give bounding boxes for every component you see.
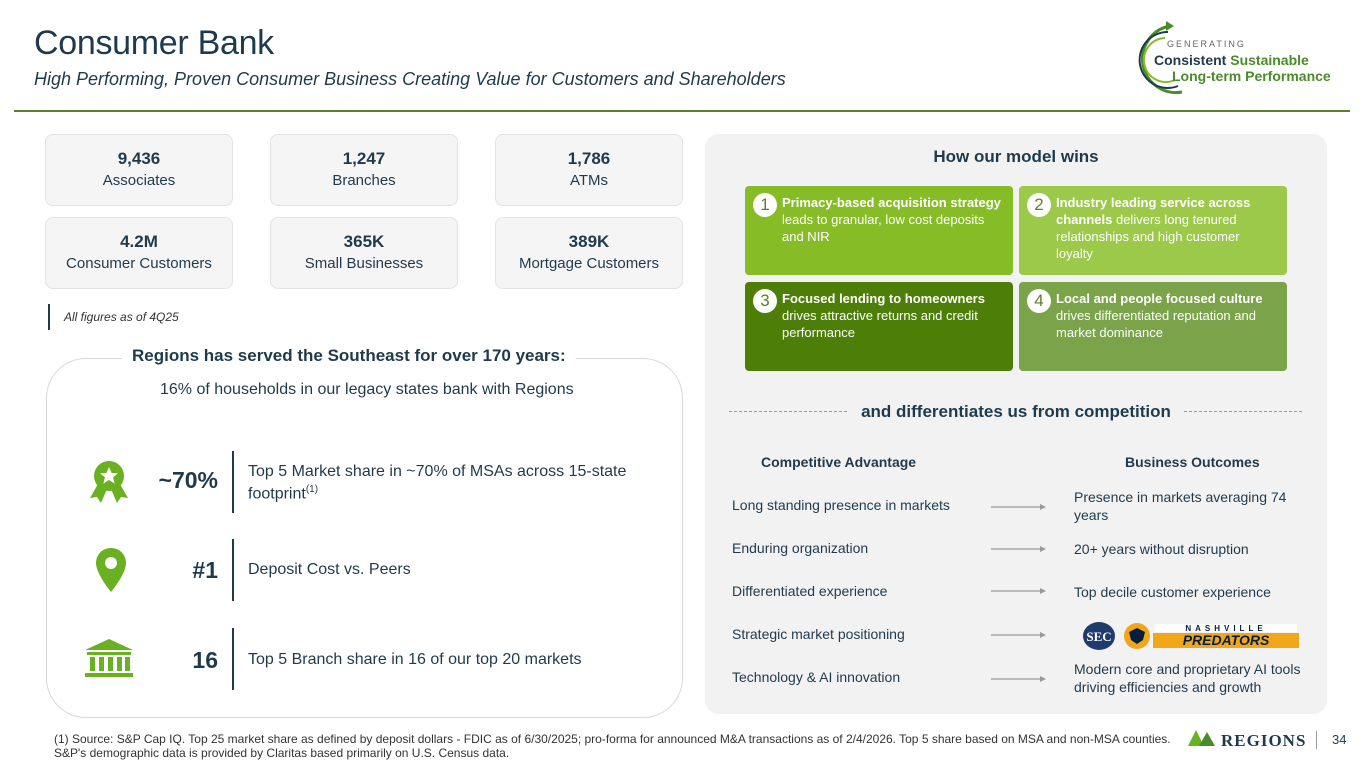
metric-branch-share-text: Top 5 Branch share in 16 of our top 20 markets [248,651,582,668]
arrow-right-icon [991,586,1047,596]
model-title: How our model wins [933,147,1099,166]
arrow-right-icon [991,544,1047,554]
model-card-1: 1 Primacy-based acquisition strategy leads to granular, low cost deposits and NIR [745,186,1013,275]
competitive-advantage-header: Competitive Advantage [761,454,917,470]
southeast-panel-subtitle: 16% of households in our legacy states bank with Regions [160,381,574,398]
metric-divider [232,628,234,690]
logo-small-text: GENERATING [1167,39,1246,49]
logo-line2: Long-term Performance [1172,68,1331,84]
differentiates-title: and differentiates us from competition [861,402,1171,421]
number-badge: 3 [753,289,777,313]
arrow-right-icon [991,630,1047,640]
metric-branch-share-value: 16 [192,647,218,673]
page-title: Consumer Bank [34,24,274,62]
metric-market-share-text: Top 5 Market share in ~70% of MSAs across 15-state footprint$^{(1)}$ [248,463,627,503]
metric-divider [232,539,234,601]
nashville-predators-logo [1123,622,1299,650]
header-divider [14,110,1350,112]
stat-consumer-customers: 4.2M Consumer Customers [45,217,233,289]
regions-wordmark: REGIONS [1221,731,1307,750]
advantage-item: Long standing presence in markets [732,497,950,513]
stat-atms: 1,786 ATMs [495,134,683,206]
stat-branches: 1,247 Branches [270,134,458,206]
metric-deposit-cost-text: Deposit Cost vs. Peers [248,561,411,578]
metric-divider [232,451,234,513]
model-card-3: 3 Focused lending to homeowners drives attractive returns and credit performance [745,282,1013,371]
svg-text:NASHVILLE: NASHVILLE [1185,624,1267,633]
number-badge: 1 [753,193,777,217]
model-card-2: 2 Industry leading service across channels delivers long tenured relationships and high customer loyalty [1019,186,1287,275]
metric-deposit-cost-value: #1 [192,557,218,583]
advantage-item: Enduring organization [732,540,869,556]
advantage-item: Technology & AI innovation [732,669,901,685]
outcome-item: Top decile customer experience [1074,584,1271,600]
svg-text:SEC: SEC [1086,629,1112,644]
advantage-item: Differentiated experience [732,583,888,599]
stat-associates: 9,436 Associates [45,134,233,206]
svg-text:PREDATORS: PREDATORS [1182,632,1270,648]
as-of-marker [48,304,50,330]
business-outcomes-header: Business Outcomes [1125,454,1260,470]
regions-triangle-icon [1187,728,1221,750]
southeast-panel-title: Regions has served the Southeast for over 170 years: [122,346,576,366]
arrow-right-icon [991,674,1047,684]
number-badge: 4 [1027,289,1051,313]
page-subtitle: High Performing, Proven Consumer Business Creating Value for Customers and Shareholders [34,69,786,89]
logo-line1: Consistent Sustainable [1154,52,1309,68]
arrow-right-icon [991,502,1047,512]
as-of-note: All figures as of 4Q25 [64,310,179,324]
metric-market-share-value: ~70% [158,467,218,493]
stat-mortgage-customers: 389K Mortgage Customers [495,217,683,289]
footnote: (1) Source: S&P Cap IQ. Top 25 market share as defined by deposit dollars - FDIC as of 6/30/2025; pro-forma for announced M&A transactions as of 2/4/2026. Top 5 share based on MSA and non-MSA counties. S&P's demographic data is provided by Claritas based primarily on U.S. Census data. [54,732,1171,760]
sec-conference-logo [1082,621,1116,651]
generating-performance-logo [1130,20,1350,102]
advantage-item: Strategic market positioning [732,626,905,642]
page-number-divider [1316,731,1317,749]
outcome-item: Presence in markets averaging 74 years [1074,489,1287,523]
number-badge: 2 [1027,193,1051,217]
stat-small-businesses: 365K Small Businesses [270,217,458,289]
outcome-item: 20+ years without disruption [1074,541,1249,557]
page-number: 34 [1332,732,1347,747]
model-card-4: 4 Local and people focused culture drives differentiated reputation and market dominance [1019,282,1287,371]
outcome-item: Modern core and proprietary AI tools driving efficiencies and growth [1074,661,1301,695]
